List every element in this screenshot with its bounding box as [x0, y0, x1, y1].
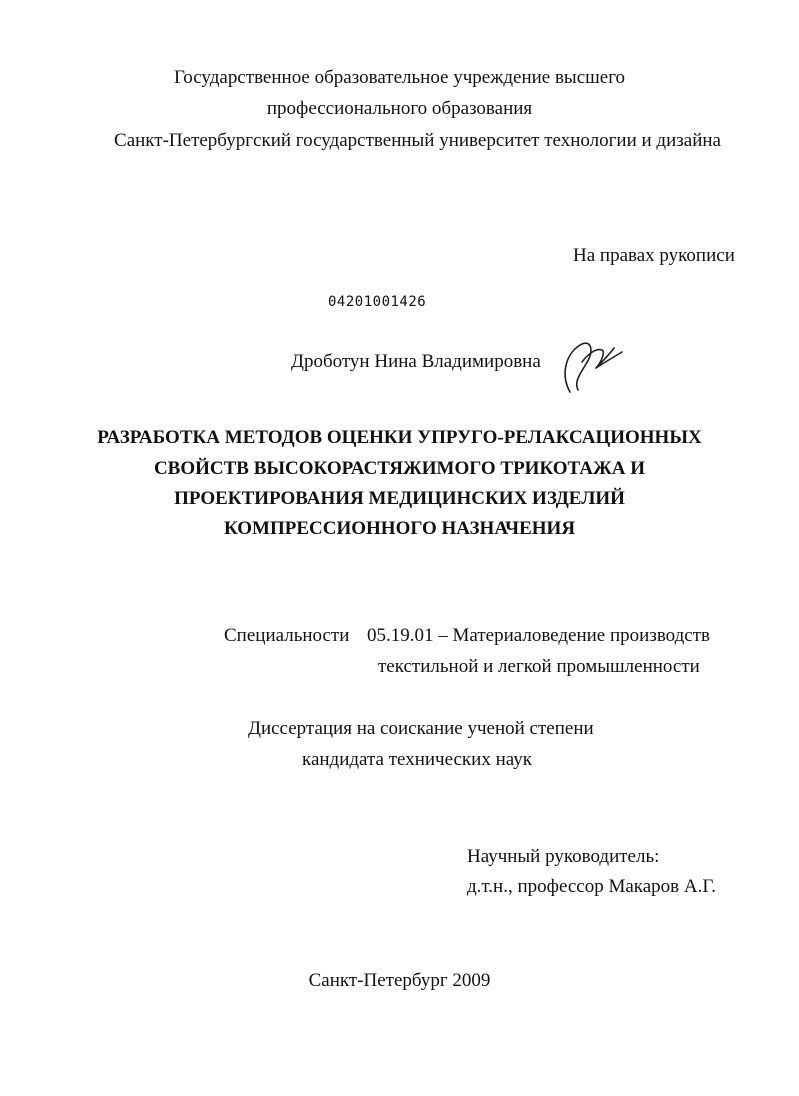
thesis-title-line-3: ПРОЕКТИРОВАНИЯ МЕДИЦИНСКИХ ИЗДЕЛИЙ [174, 488, 625, 509]
specialty-line-2: текстильной и легкой промышленности [378, 656, 700, 677]
institution-line-2: профессионального образования [266, 98, 533, 119]
author-signature-icon [556, 334, 626, 398]
specialty-line-1: 05.19.01 – Материаловедение производств [367, 625, 710, 646]
degree-line-1: Диссертация на соискание ученой степени [248, 718, 594, 739]
registration-number: 04201001426 [328, 294, 427, 310]
thesis-title-line-2: СВОЙСТВ ВЫСОКОРАСТЯЖИМОГО ТРИКОТАЖА И [153, 458, 646, 479]
degree-line-2: кандидата технических наук [302, 749, 532, 770]
place-and-year: Санкт-Петербург 2009 [308, 970, 491, 991]
institution-line-1: Государственное образовательное учреждение высшего [173, 67, 626, 88]
author-name: Дроботун Нина Владимировна [291, 351, 541, 372]
specialty-label: Специальности [224, 625, 350, 646]
thesis-title-line-4: КОМПРЕССИОННОГО НАЗНАЧЕНИЯ [223, 518, 576, 539]
thesis-title-line-1: РАЗРАБОТКА МЕТОДОВ ОЦЕНКИ УПРУГО-РЕЛАКСАЦИОННЫХ [97, 427, 702, 448]
supervisor-name: д.т.н., профессор Макаров А.Г. [467, 876, 716, 897]
rights-note: На правах рукописи [573, 245, 735, 266]
supervisor-label: Научный руководитель: [467, 846, 660, 867]
institution-line-3: Санкт-Петербургский государственный университет технологии и дизайна [114, 130, 721, 151]
